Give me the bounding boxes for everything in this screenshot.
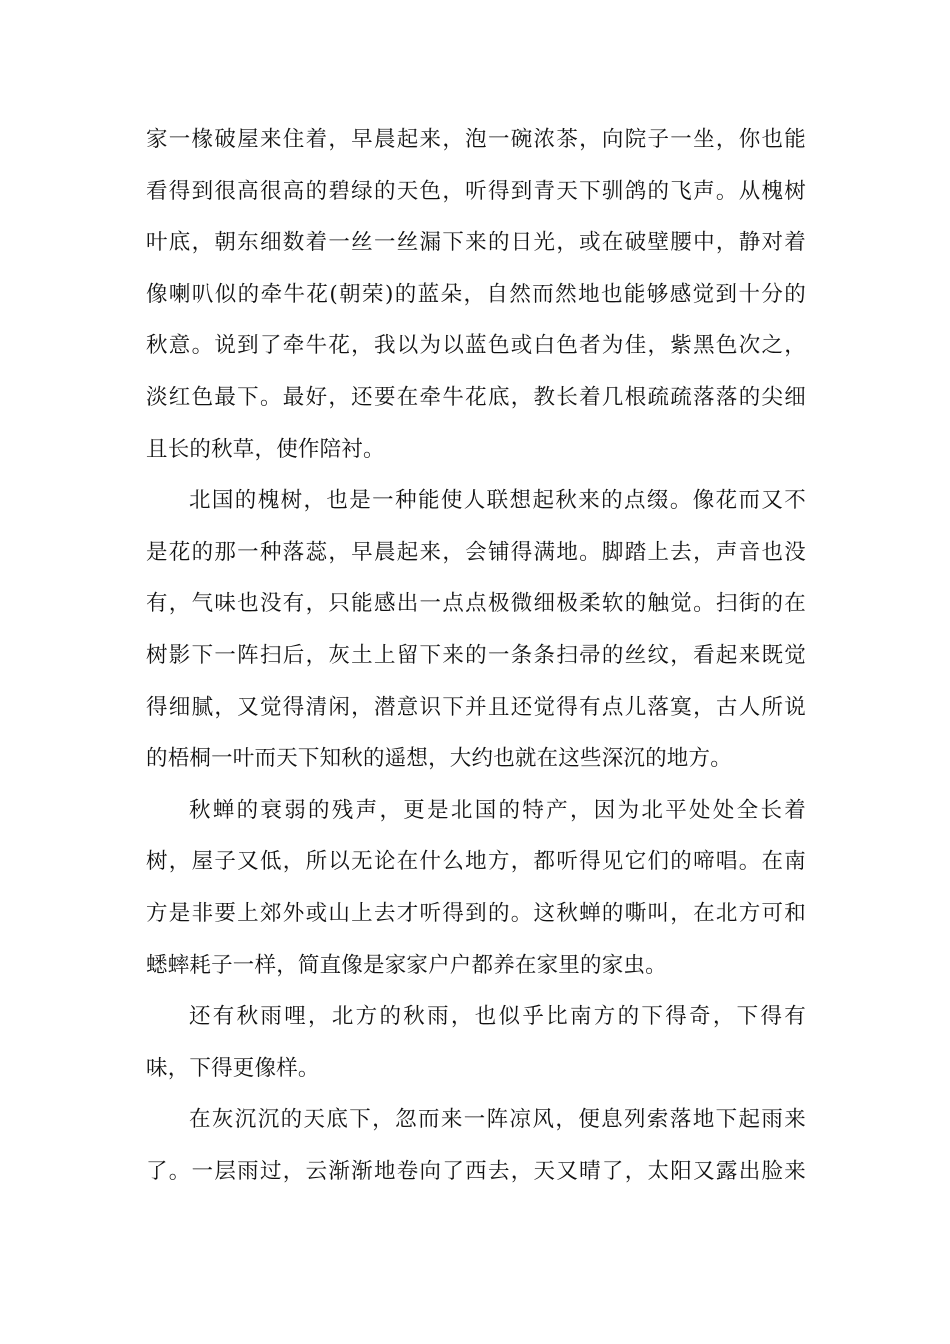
text-line: 得细腻，又觉得清闲，潜意识下并且还觉得有点儿落寞，古人所说 <box>146 694 806 720</box>
text-line: 有，气味也没有，只能感出一点点极微细极柔软的触觉。扫街的在 <box>146 591 806 617</box>
text-line: 味，下得更像样。 <box>146 1055 320 1081</box>
text-line: 叶底，朝东细数着一丝一丝漏下来的日光，或在破壁腰中，静对着 <box>146 230 806 256</box>
text-line: 秋意。说到了牵牛花，我以为以蓝色或白色者为佳，紫黑色次之， <box>146 333 806 359</box>
document-body <box>146 114 806 1197</box>
text-line: 树影下一阵扫后，灰土上留下来的一条条扫帚的丝纹，看起来既觉 <box>146 642 806 668</box>
text-line: 了。一层雨过，云渐渐地卷向了西去，天又晴了，太阳又露出脸来 <box>146 1158 806 1184</box>
paragraph <box>146 991 806 1094</box>
text-line: 像喇叭似的牵牛花(朝荣)的蓝朵，自然而然地也能够感觉到十分的 <box>146 281 806 307</box>
text-line: 的梧桐一叶而天下知秋的遥想，大约也就在这些深沉的地方。 <box>146 746 732 772</box>
text-line: 蟋蟀耗子一样，简直像是家家户户都养在家里的家虫。 <box>146 952 667 978</box>
text-line: 方是非要上郊外或山上去才听得到的。这秋蝉的嘶叫，在北方可和 <box>146 900 806 926</box>
text-line: 看得到很高很高的碧绿的天色，听得到青天下驯鸽的飞声。从槐树 <box>146 178 806 204</box>
text-line: 家一椽破屋来住着，早晨起来，泡一碗浓茶，向院子一坐，你也能 <box>146 127 806 152</box>
paragraph <box>146 1094 806 1197</box>
text-line: 秋蝉的衰弱的残声，更是北国的特产，因为北平处处全长着 <box>189 797 806 823</box>
text-line: 是花的那一种落蕊，早晨起来，会铺得满地。脚踏上去，声音也没 <box>146 539 806 565</box>
paragraph <box>146 475 806 785</box>
paragraph <box>146 785 806 991</box>
text-line: 淡红色最下。最好，还要在牵牛花底，教长着几根疏疏落落的尖细 <box>146 384 806 410</box>
text-line: 且长的秋草，使作陪衬。 <box>146 436 385 462</box>
text-line: 北国的槐树，也是一种能使人联想起秋来的点缀。像花而又不 <box>189 488 806 514</box>
text-line: 还有秋雨哩，北方的秋雨，也似乎比南方的下得奇，下得有 <box>189 1004 806 1030</box>
text-line: 树，屋子又低，所以无论在什么地方，都听得见它们的啼唱。在南 <box>146 849 806 875</box>
paragraph <box>146 114 806 475</box>
text-line: 在灰沉沉的天底下，忽而来一阵凉风，便息列索落地下起雨来 <box>189 1107 806 1133</box>
